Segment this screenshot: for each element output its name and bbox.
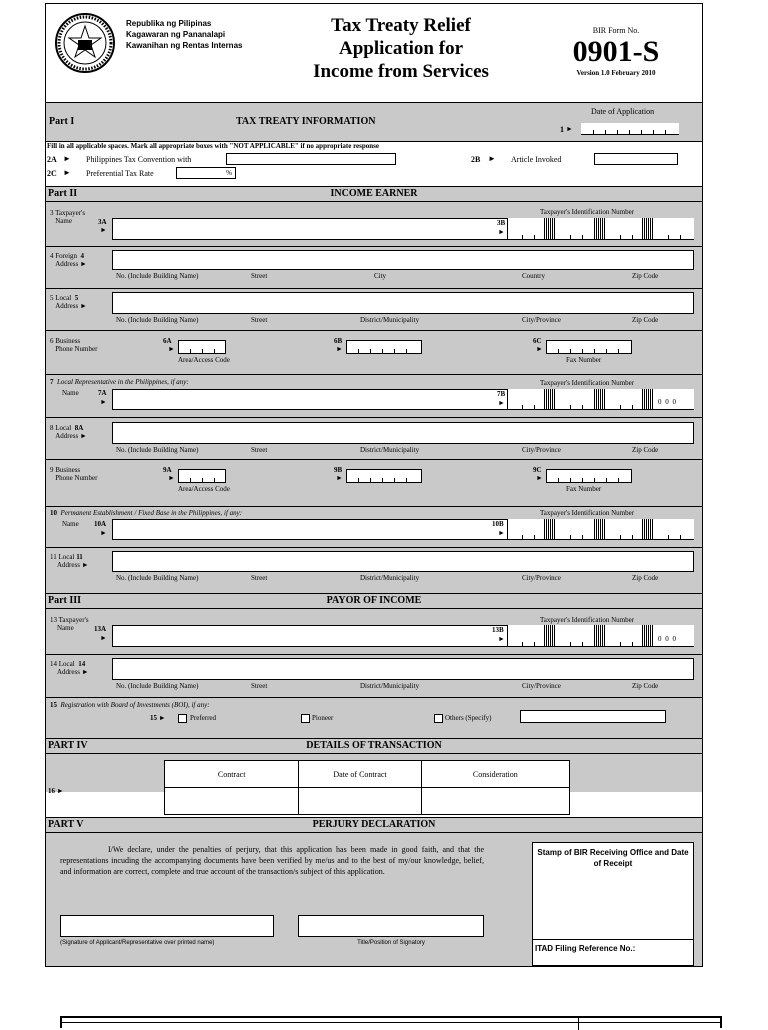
form-label: BIR Form No. [592, 26, 640, 35]
col-label: City [374, 272, 387, 280]
consideration-input[interactable] [421, 788, 569, 815]
label-text: 8 Local [50, 424, 72, 432]
rate-input[interactable] [176, 167, 236, 179]
col-label: Street [251, 316, 268, 324]
tin-suffix: 0 0 0 [658, 398, 677, 406]
arrow-icon: ► [488, 154, 496, 163]
label-text: 8A [74, 424, 84, 432]
others-label: Others (Specify) [445, 714, 492, 722]
part-title: PERJURY DECLARATION [312, 819, 436, 830]
item-7-label [50, 378, 189, 386]
col-label: Street [251, 574, 268, 582]
label-text: Address [55, 432, 79, 440]
convention-label: Philippines Tax Convention with [86, 155, 192, 164]
arrow-icon: ► [100, 529, 107, 537]
item-2a: 2A [47, 155, 57, 164]
label-text: Address [55, 302, 79, 310]
establishment-name-input[interactable] [112, 519, 508, 540]
label-text: 13 Taxpayer's [50, 616, 89, 624]
title-line: Tax Treaty Relief [331, 15, 471, 36]
item-10a: 10A [94, 520, 107, 528]
tin-label: Taxpayer's Identification Number [540, 379, 635, 387]
label-text: 5 Local [50, 294, 72, 302]
part-label: Part II [48, 188, 78, 199]
label-text: Registration with Board of Investments (BOI), if any: [60, 701, 210, 709]
form-number: 0901-S [572, 35, 660, 68]
divider [46, 506, 702, 507]
item-2b: 2B [471, 155, 481, 164]
earner-tin-field[interactable] [508, 218, 694, 240]
col-label: No. (Include Building Name) [116, 446, 199, 454]
label-text: 6 Business [50, 337, 81, 345]
part5-header [46, 817, 702, 833]
item-7b: 7B [497, 390, 506, 398]
label-text: 4 [80, 252, 85, 260]
label-text: 4 Foreign [50, 252, 78, 260]
percent-sign: % [226, 169, 232, 177]
title-line: Income from Services [313, 61, 489, 82]
item-5-label: 5 Local 5 Address ► [50, 294, 87, 310]
col-date-of-contract: Date of Contract [299, 761, 421, 788]
item-7-name: Name [62, 389, 79, 397]
col-label: Zip Code [632, 446, 659, 454]
arrow-icon: ► [536, 474, 543, 482]
next-page-edge [60, 1016, 722, 1028]
bir-form-0901s [45, 3, 703, 967]
item-9a: 9A [163, 466, 172, 474]
contract-date-input[interactable] [299, 788, 421, 815]
label-text: Name [57, 624, 74, 632]
item-3a: 3A [98, 218, 107, 226]
arrow-icon: ► [336, 345, 343, 353]
item-13-label [50, 616, 89, 632]
label-text: 14 [78, 660, 86, 668]
col-label: Zip Code [632, 682, 659, 690]
earner-name-input[interactable] [112, 218, 508, 240]
item-6-label [50, 337, 97, 353]
foreign-address-input[interactable] [112, 250, 694, 270]
arrow-icon: ► [498, 635, 505, 643]
item-13b: 13B [492, 626, 504, 634]
col-label: Street [251, 682, 268, 690]
payor-name-input[interactable] [112, 625, 508, 647]
label-text: 15 [150, 714, 157, 722]
form-version: Version 1.0 February 2010 [576, 69, 656, 77]
preferred-label: Preferred [190, 714, 217, 722]
item-9c: 9C [533, 466, 542, 474]
divider [46, 417, 702, 418]
form-title [286, 14, 516, 83]
item-10b: 10B [492, 520, 504, 528]
part4-header [46, 738, 702, 754]
part-label: PART V [48, 819, 84, 830]
label-text: Address [55, 260, 79, 268]
rate-label: Preferential Tax Rate [86, 169, 154, 178]
area-code-field[interactable] [178, 340, 226, 354]
arrow-icon: ► [498, 529, 505, 537]
tin-label: Taxpayer's Identification Number [540, 509, 635, 517]
col-label: Zip Code [632, 272, 659, 280]
item-9b: 9B [334, 466, 343, 474]
label-text: Local Representative in the Philippines, if any: [57, 378, 189, 386]
phone-number-field[interactable] [346, 340, 422, 354]
item-6c: 6C [533, 337, 542, 345]
article-input[interactable] [594, 153, 678, 165]
item-2c: 2C [47, 169, 57, 178]
pioneer-checkbox[interactable] [301, 714, 310, 723]
divider [533, 939, 693, 940]
arrow-icon: ► [336, 474, 343, 482]
part2-header [46, 186, 702, 202]
col-label: No. (Include Building Name) [116, 272, 199, 280]
date-label: Date of Application [591, 107, 655, 116]
divider [46, 547, 702, 548]
transaction-table [164, 760, 570, 815]
item-6b: 6B [334, 337, 343, 345]
rep-local-address-input[interactable] [112, 422, 694, 444]
agency-line: Kagawaran ng Pananalapi [126, 30, 226, 39]
item-8-label: 8 Local 8A Address ► [50, 424, 87, 440]
label-text: Phone Number [55, 474, 98, 482]
arrow-icon: ► [100, 226, 107, 234]
label-text: 16 [48, 787, 55, 795]
item-10-label [50, 509, 242, 517]
establishment-tin-field[interactable] [508, 519, 694, 540]
item-3b: 3B [497, 219, 506, 227]
tin-suffix: 0 0 0 [658, 635, 677, 643]
agency-line: Republika ng Pilipinas [126, 19, 212, 28]
item-15-label [50, 701, 210, 709]
label-text: 15 [50, 701, 57, 709]
label-text: Address [57, 668, 80, 676]
item-1: 1 [560, 125, 564, 134]
col-label: District/Municipality [360, 574, 420, 582]
position-label: Title/Position of Signatory [357, 940, 425, 946]
item-4-label: 4 Foreign 4 Address ► [50, 252, 87, 268]
item-10-name: Name [62, 520, 79, 528]
arrow-icon: ► [63, 168, 71, 177]
divider [46, 374, 702, 375]
label-text: 10 [50, 509, 57, 517]
agency-line: Kawanihan ng Rentas Internas [126, 41, 243, 50]
others-checkbox[interactable] [434, 714, 443, 723]
stamp-label: Stamp of BIR Receiving Office and Date of Receipt [537, 848, 689, 868]
agency-name [126, 18, 242, 51]
label-text: 7 [50, 378, 54, 386]
label-text: Permanent Establishment / Fixed Base in the Philippines, if any: [60, 509, 243, 517]
col-label: City/Province [522, 316, 561, 324]
payor-address-input[interactable] [112, 658, 694, 680]
arrow-icon: ► [63, 154, 71, 163]
col-label: No. (Include Building Name) [116, 682, 199, 690]
instruction: Fill in all applicable spaces. Mark all appropriate boxes with "NOT APPLICABLE" if no appropriate response [47, 142, 380, 150]
pioneer-label: Pioneer [312, 714, 334, 722]
col-label: City/Province [522, 446, 561, 454]
label-text: Name [55, 217, 72, 225]
item-6a: 6A [163, 337, 172, 345]
col-label: Zip Code [632, 316, 659, 324]
divider [46, 459, 702, 460]
label-text: 5 [74, 294, 79, 302]
area-code-label: Area/Access Code [178, 356, 230, 364]
arrow-icon: ► [498, 228, 505, 236]
fax-number-field[interactable] [546, 340, 632, 354]
item-15-arrow: 15 ► [150, 714, 166, 722]
part-title: PAYOR OF INCOME [326, 595, 422, 606]
item-11-label: 11 Local 11 Address ► [50, 553, 89, 569]
others-specify-input[interactable] [520, 710, 666, 723]
arrow-icon: ► [536, 345, 543, 353]
part-title: DETAILS OF TRANSACTION [306, 740, 442, 751]
item-14-label: 14 Local 14 Address ► [50, 660, 89, 676]
representative-tin-field[interactable] [508, 389, 694, 410]
col-label: Country [522, 272, 545, 280]
col-label: No. (Include Building Name) [116, 316, 199, 324]
area-code-field[interactable] [178, 469, 226, 483]
local-address-input[interactable] [112, 292, 694, 314]
col-label: City/Province [522, 574, 561, 582]
fax-label: Fax Number [566, 485, 602, 493]
label-text: 14 Local [50, 660, 75, 668]
col-contract: Contract [165, 761, 299, 788]
label-text: Address [57, 561, 80, 569]
divider [46, 330, 702, 331]
bir-seal-icon [54, 12, 116, 74]
arrow-icon: ► [168, 345, 175, 353]
label-text: 9 Business [50, 466, 81, 474]
col-consideration: Consideration [421, 761, 569, 788]
label-text: 3 Taxpayer's [50, 209, 86, 217]
itad-label: ITAD Filing Reference No.: [535, 944, 636, 953]
part-label: Part III [48, 595, 82, 606]
col-label: Zip Code [632, 574, 659, 582]
part-label: PART IV [48, 740, 88, 751]
signature-input[interactable] [60, 915, 274, 937]
col-label: District/Municipality [360, 682, 420, 690]
col-label: Street [251, 272, 268, 280]
fax-label: Fax Number [566, 356, 602, 364]
stamp-box [532, 842, 694, 966]
col-label: Street [251, 446, 268, 454]
position-input[interactable] [298, 915, 484, 937]
col-label: City/Province [522, 682, 561, 690]
convention-input[interactable] [226, 153, 396, 165]
area-code-label: Area/Access Code [178, 485, 230, 493]
item-13a: 13A [94, 625, 107, 633]
arrow-icon: ► [100, 398, 107, 406]
contract-input[interactable] [165, 788, 299, 815]
part3-header [46, 593, 702, 609]
signature-label: (Signature of Applicant/Representative over printed name) [60, 940, 215, 946]
arrow-icon: ► [100, 634, 107, 642]
col-label: No. (Include Building Name) [116, 574, 199, 582]
arrow-icon: ► [566, 125, 573, 133]
tin-label: Taxpayer's Identification Number [540, 208, 635, 216]
col-label: District/Municipality [360, 446, 420, 454]
tin-label: Taxpayer's Identification Number [540, 616, 635, 624]
perjury-declaration: I/We declare, under the penalties of perjury, that this application has been made in good faith, and that the representations incuding the accompanying documents have been verified by me/us and to the best of my/our knowledge, belief, and information are correct, complete and true account of the transaction/s subject of this application. [60, 845, 484, 876]
label-text: Phone Number [55, 345, 98, 353]
divider [46, 288, 702, 289]
fax-number-field[interactable] [546, 469, 632, 483]
divider [46, 246, 702, 247]
part1-header [46, 102, 702, 142]
part-title: TAX TREATY INFORMATION [236, 116, 376, 127]
part-title: INCOME EARNER [330, 188, 418, 199]
item-7a: 7A [98, 389, 107, 397]
item-9-label [50, 466, 97, 482]
article-label: Article Invoked [511, 155, 562, 164]
date-application-field[interactable] [581, 123, 679, 135]
label-text: 11 Local [50, 553, 75, 561]
divider [46, 654, 702, 655]
divider [46, 697, 702, 698]
part-label: Part I [49, 116, 75, 127]
payor-tin-field[interactable] [508, 625, 694, 647]
arrow-icon: ► [168, 474, 175, 482]
item-3-label [50, 209, 85, 225]
item-16: 16 ► [48, 787, 64, 795]
phone-number-field[interactable] [346, 469, 422, 483]
representative-name-input[interactable] [112, 389, 508, 410]
establishment-address-input[interactable] [112, 551, 694, 572]
arrow-icon: ► [498, 399, 505, 407]
col-label: District/Municipality [360, 316, 420, 324]
preferred-checkbox[interactable] [178, 714, 187, 723]
label-text: 11 [76, 553, 83, 561]
title-line: Application for [338, 38, 464, 59]
